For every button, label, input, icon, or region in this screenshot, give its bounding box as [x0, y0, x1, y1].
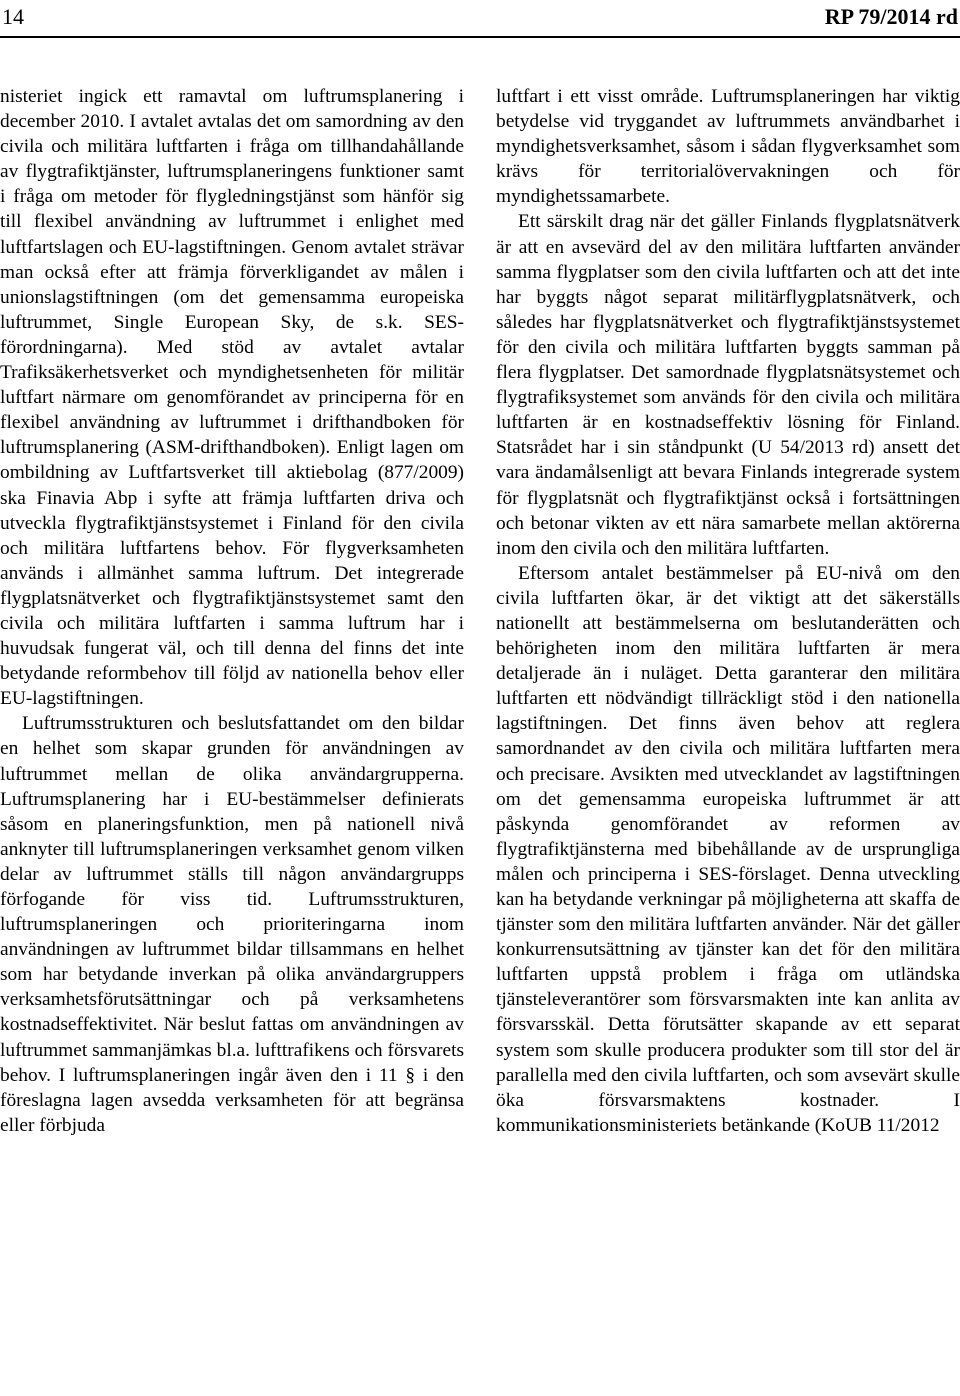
right-column [496, 84, 960, 1138]
left-column [0, 84, 464, 1138]
left-paragraph-2: Luftrumsstrukturen och beslutsfattandet om den bildar en helhet som skapar grunden för användningen av luftrummet mellan de olika användargrupperna. Luftrumsplanering har i EU-bestämmelser definierats såsom en planeringsfunktion, men på nationell nivå anknyter till luftrumsplaneringen verksamhet genom vilken delar av luftrummet ställs till någon användargrupps förfogande för viss tid. Luftrumsstrukturen, luftrumsplaneringen och prioriteringarna inom användningen av luftrummet bildar tillsammans en helhet som har betydande inverkan på olika användargruppers verksamhetsförutsättningar och på verksamhetens kostnadseffektivitet. När beslut fattas om användningen av luftrummet sammanjämkas bl.a. lufttrafikens och försvarets behov. I luftrumsplaneringen ingår även den i 11 § i den föreslagna lagen avsedda verksamheten för att begränsa eller förbjuda [0, 713, 464, 1136]
right-paragraph-3: Eftersom antalet bestämmelser på EU-nivå om den civila luftfarten ökar, är det viktigt att det säkerställs nationellt att bestämmelserna om beslutanderätten och behörigheten inom den militära luftfarten är mera detaljerade än i nuläget. Detta garanterar den militära luftfarten ett nödvändigt tillräckligt stöd i den nationella lagstiftningen. Det finns även behov att reglera samordnandet av den civila och militära luftfarten mera och precisare. Avsikten med utvecklandet av lagstiftningen om det gemensamma europeiska luftrummet är att påskynda genomförandet av reformen av flygtrafiktjänsterna med bibehållande av de ursprungliga målen och principerna i SES-förslaget. Denna utveckling kan ha betydande verkningar på möjligheterna att skaffa de tjänster som den militära luftfarten använder. När det gäller konkurrensutsättning av tjänster kan det för den militära luftfarten uppstå problem i fråga om utländska tjänsteleverantörer som försvarsmakten inte kan anlita av försvarsskäl. Detta förutsätter skapande av ett separat system som skulle producera produkter som till stor del är parallella med den civila luftfarten, och som avsevärt skulle öka försvarsmaktens kostnader. I kommunikationsministeriets betänkande (KoUB 11/2012 [496, 562, 960, 1136]
page-header [0, 0, 960, 36]
header-rule [0, 36, 960, 38]
right-paragraph-1: luftfart i ett visst område. Luftrumsplaneringen har viktig betydelse vid tryggandet av luftrummets användbarhet i myndighetsverksamhet, såsom i sådan flygverksamhet som krävs för territorialövervakningen och för myndighetssamarbete. [496, 86, 960, 208]
right-paragraph-2: Ett särskilt drag när det gäller Finlands flygplatsnätverk är att en avsevärd del av den militära luftfarten använder samma flygplatser som den civila luftfarten och att det inte har byggts något separat militärflygplatsnätverk, och således har flygplatsnätverket och flygtrafiktjänstsystemet för den civila och militära luftfarten byggts samman på flera flygplatser. Det samordnade flygplatsnätsystemet och flygtrafiksystemet som används för den civila och militära luftfarten är en kostnadseffektiv lösning för Finland. Statsrådet har i sin ståndpunkt (U 54/2013 rd) ansett det vara ändamålsenligt att bevara Finlands integrerade system för flygplatsnät och flygtrafiktjänst också i fortsättningen och betonar vikten av ett nära samarbete mellan aktörerna inom den civila och den militära luftfarten. [496, 211, 960, 559]
left-paragraph-1: nisteriet ingick ett ramavtal om luftrumsplanering i december 2010. I avtalet avtalas det om samordning av den civila och militära luftfarten i fråga om tillhandahållande av flygtrafiktjänster, luftrumsplaneringens funktioner samt i fråga om metoder för flygledningstjänst som hänför sig till flexibel användning av luftrummet i enlighet med luftfartslagen och EU-lagstiftningen. Genom avtalet strävar man också efter att främja förverkligandet av målen i unionslagstiftningen (om det gemensamma europeiska luftrummet, Single European Sky, de s.k. SES-förordningarna). Med stöd av avtalet avtalar Trafiksäkerhetsverket och myndighetsenheten för militär luftfart närmare om genomförandet av principerna för en flexibel användning av luftrummet i drifthandboken för luftrumsplanering (ASM-drifthandboken). Enligt lagen om ombildning av Luftfartsverket till aktiebolag (877/2009) ska Finavia Abp i syfte att främja luftfarten driva och utveckla flygtrafiktjänstsystemet i Finland för den civila och militära luftfartens behov. För flygverksamheten används i allmänhet samma luftrum. Det integrerade flygplatsnätverket och flygtrafiktjänstsystemet samt den civila och militära luftfarten i samma luftrum har i huvudsak fungerat väl, och till denna del finns det inte betydande reformbehov till följd av nationella behov eller EU-lagstiftningen. [0, 86, 464, 710]
report-id: RP 79/2014 rd [824, 4, 958, 29]
page-number: 14 [2, 4, 24, 29]
